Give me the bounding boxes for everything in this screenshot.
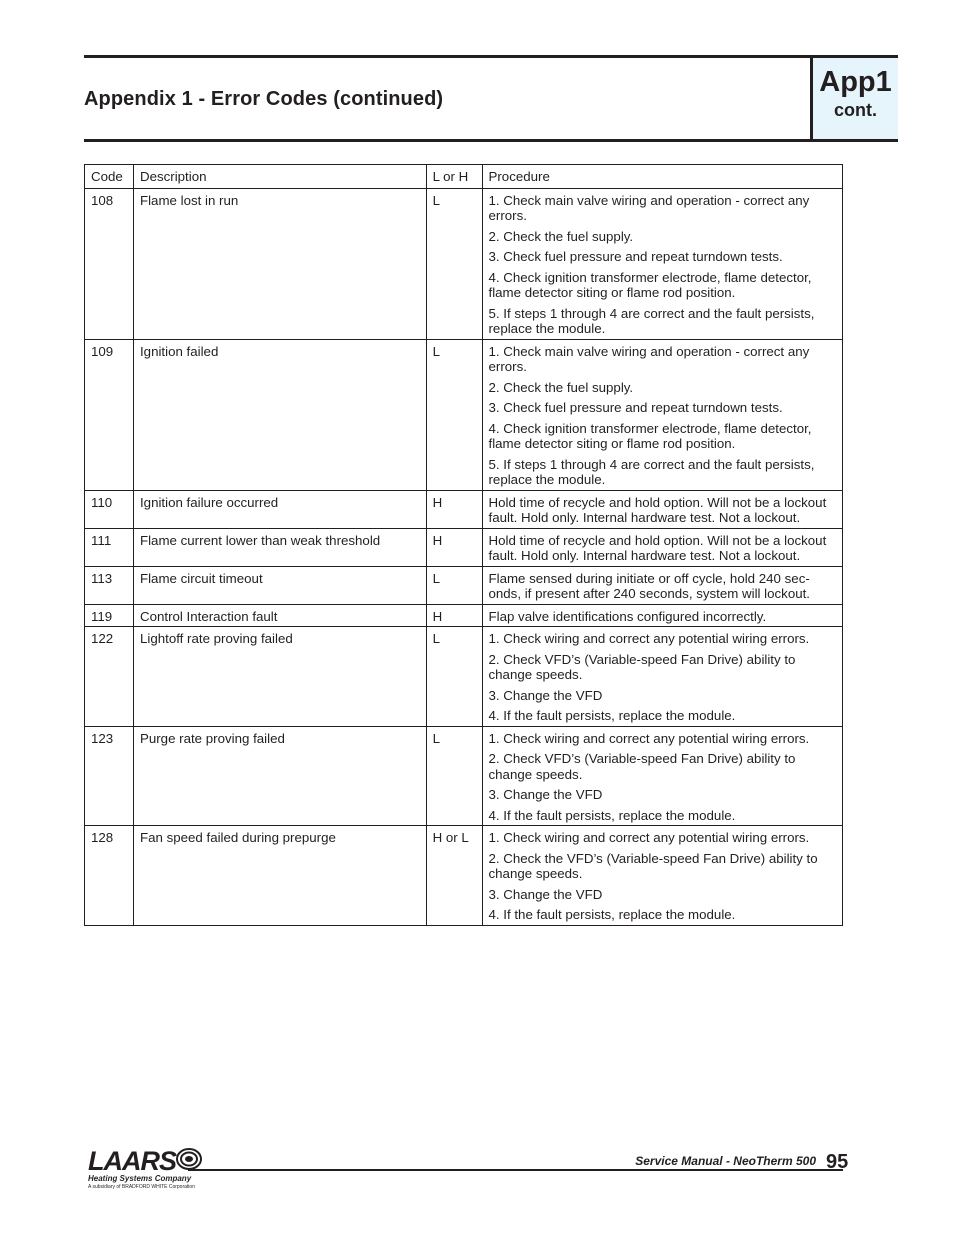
procedure-cell <box>482 188 843 339</box>
page-title: Appendix 1 - Error Codes (continued) <box>84 88 444 110</box>
procedure-step: 1. Check wiring and correct any potential wiring errors. <box>488 631 810 646</box>
procedure-step: Flap valve identifications configured incorrectly. <box>488 608 767 624</box>
procedure-step: 4. If the fault persists, replace the module. <box>488 708 736 723</box>
procedure-step: 3. Change the VFD <box>488 886 603 902</box>
logo-subsidiary: A subsidiary of BRADFORD WHITE Corporation <box>88 1184 195 1190</box>
error-level: H <box>426 528 482 566</box>
error-code: 122 <box>85 627 134 727</box>
error-codes-table <box>84 164 843 926</box>
error-level: H <box>426 604 482 627</box>
procedure-step: 4. Check ignition transformer electrode, flame detector, flame detector siting or flame rod position. <box>488 420 812 451</box>
procedure-cell <box>482 339 843 490</box>
error-level: L <box>426 726 482 826</box>
error-description: Ignition failed <box>133 339 426 490</box>
procedure-step: 5. If steps 1 through 4 are correct and the fault persists, replace the module. <box>488 456 815 487</box>
procedure-step: 4. If the fault persists, replace the module. <box>488 907 736 922</box>
error-level: L <box>426 627 482 727</box>
logo-wordmark: LAARS <box>88 1146 176 1176</box>
procedure-step: 3. Change the VFD <box>488 687 603 703</box>
section-tab-sublabel: cont. <box>834 100 877 120</box>
procedure-step: 5. If steps 1 through 4 are correct and the fault persists, replace the module. <box>488 305 815 336</box>
table-row <box>85 188 843 339</box>
error-code: 108 <box>85 188 134 339</box>
header-rule-bottom <box>84 139 898 142</box>
procedure-step: 1. Check wiring and correct any potential wiring errors. <box>488 830 810 845</box>
error-description: Fan speed failed during prepurge <box>133 826 426 926</box>
procedure-cell <box>482 604 843 627</box>
column-header-level: L or H <box>426 165 482 189</box>
procedure-cell <box>482 627 843 727</box>
error-level: L <box>426 339 482 490</box>
table-row <box>85 490 843 528</box>
error-code: 113 <box>85 566 134 604</box>
column-header-code: Code <box>85 165 134 189</box>
table-row <box>85 826 843 926</box>
error-code: 111 <box>85 528 134 566</box>
error-level: H <box>426 490 482 528</box>
procedure-cell <box>482 566 843 604</box>
error-description: Control Interaction fault <box>133 604 426 627</box>
procedure-step: 3. Check fuel pressure and repeat turndown tests. <box>488 400 783 415</box>
procedure-step: 3. Change the VFD <box>488 787 603 802</box>
table-row <box>85 604 843 627</box>
table-row <box>85 726 843 826</box>
error-code: 123 <box>85 726 134 826</box>
table-row <box>85 528 843 566</box>
procedure-cell <box>482 826 843 926</box>
procedure-step: 1. Check main valve wiring and operation - correct any errors. <box>488 192 810 223</box>
error-code: 128 <box>85 826 134 926</box>
error-description: Flame current lower than weak threshold <box>133 528 426 566</box>
procedure-step: 2. Check the VFD’s (Variable-speed Fan Drive) ability to change speeds. <box>488 850 818 881</box>
logo-tagline: Heating Systems Company <box>88 1174 192 1183</box>
error-code: 110 <box>85 490 134 528</box>
swirl-icon <box>176 1148 202 1170</box>
table-row <box>85 627 843 727</box>
procedure-step: Hold time of recycle and hold option. Will not be a lockout fault. Hold only. Internal hardware test. Not a lockout. <box>488 532 827 563</box>
error-description: Flame lost in run <box>133 188 426 339</box>
error-level: L <box>426 188 482 339</box>
procedure-step: 2. Check VFD’s (Variable-speed Fan Drive) ability to change speeds. <box>488 751 796 782</box>
procedure-step: 2. Check the fuel supply. <box>488 379 634 395</box>
procedure-cell <box>482 726 843 826</box>
procedure-step: 1. Check main valve wiring and operation - correct any errors. <box>488 343 810 374</box>
procedure-step: 2. Check the fuel supply. <box>488 228 634 244</box>
procedure-step: 4. If the fault persists, replace the module. <box>488 807 736 823</box>
table-row <box>85 566 843 604</box>
procedure-cell <box>482 528 843 566</box>
manual-title: Service Manual - NeoTherm 500 <box>635 1154 816 1168</box>
column-header-procedure: Procedure <box>482 165 843 189</box>
procedure-step: 3. Check fuel pressure and repeat turndown tests. <box>488 249 783 264</box>
table-header-row <box>85 165 843 189</box>
procedure-step: Flame sensed during initiate or off cycle, hold 240 sec-onds, if present after 240 seconds, system will lockout. <box>488 570 810 601</box>
table-body <box>85 188 843 925</box>
error-level: L <box>426 566 482 604</box>
error-description: Purge rate proving failed <box>133 726 426 826</box>
procedure-cell <box>482 490 843 528</box>
page-number: 95 <box>826 1151 849 1173</box>
error-description: Lightoff rate proving failed <box>133 627 426 727</box>
procedure-step: Hold time of recycle and hold option. Will not be a lockout fault. Hold only. Internal hardware test. Not a lockout. <box>488 494 827 525</box>
column-header-description: Description <box>133 165 426 189</box>
section-tab <box>810 58 898 139</box>
section-tab-label: App1 <box>819 66 892 98</box>
error-description: Flame circuit timeout <box>133 566 426 604</box>
error-code: 109 <box>85 339 134 490</box>
procedure-step: 4. Check ignition transformer electrode, flame detector, flame detector siting or flame rod position. <box>488 269 812 300</box>
procedure-step: 1. Check wiring and correct any potential wiring errors. <box>488 730 810 746</box>
table-row <box>85 339 843 490</box>
error-level: H or L <box>426 826 482 926</box>
footer-rule <box>188 1169 843 1171</box>
procedure-step: 2. Check VFD’s (Variable-speed Fan Drive) ability to change speeds. <box>488 651 796 682</box>
error-description: Ignition failure occurred <box>133 490 426 528</box>
header-rule-top <box>84 55 898 58</box>
error-code: 119 <box>85 604 134 627</box>
